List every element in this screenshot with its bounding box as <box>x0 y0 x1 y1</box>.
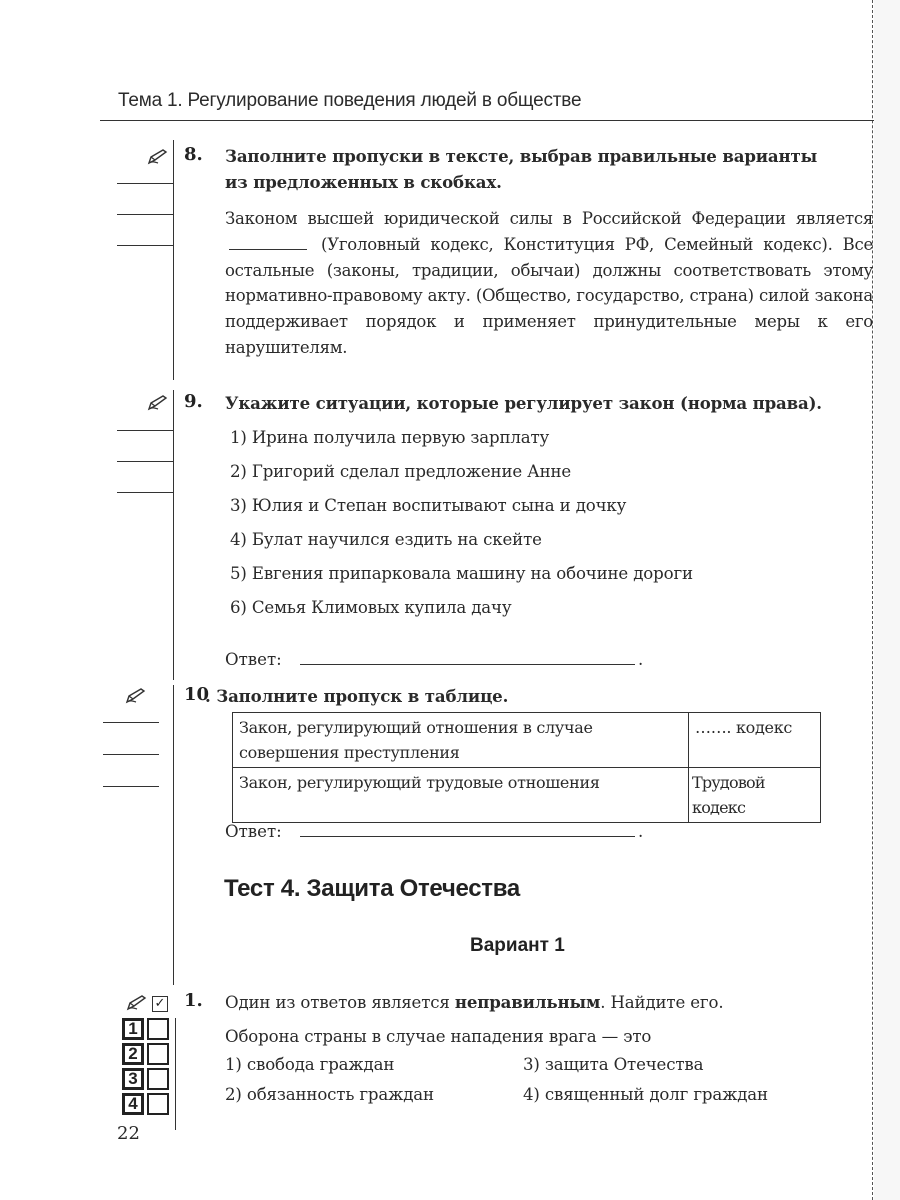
cut-line <box>872 0 873 1200</box>
answer-box-number: 4 <box>122 1093 144 1115</box>
option-item[interactable]: 2) обязанность граждан <box>225 1085 434 1104</box>
option-item[interactable]: 4) Булат научился ездить на скейте <box>230 530 542 549</box>
answer-margin-line <box>103 786 159 787</box>
margin-divider <box>175 1018 176 1130</box>
question-prompt: Укажите ситуации, которые регулирует закон (норма права). <box>225 393 822 413</box>
fill-in-text <box>225 206 873 361</box>
question-number: 10 <box>184 684 210 705</box>
answer-margin-line <box>117 214 173 215</box>
option-item[interactable]: 3) защита Отечества <box>523 1055 704 1074</box>
option-item[interactable]: 6) Семья Климовых купила дачу <box>230 598 512 617</box>
fill-table <box>232 712 821 823</box>
question-number: 1. <box>184 990 203 1011</box>
table-cell: Трудовой кодекс <box>689 768 821 823</box>
answer-checkbox[interactable] <box>147 1043 169 1065</box>
margin-divider <box>173 685 174 985</box>
option-item[interactable]: 1) свобода граждан <box>225 1055 395 1074</box>
test-title: Тест 4. Защита Отечества <box>224 875 520 902</box>
pen-writing-icon <box>146 394 168 412</box>
answer-box-number: 3 <box>122 1068 144 1090</box>
text-part: (Уголовный кодекс, Конституция РФ, Семейный кодекс). Все остальные (законы, традиции, обычаи) должны соответствовать этому нормативно-правовому акту. (Общество, государство, страна) силой закона поддерживает порядок и применяет принудительные меры к его нарушителям. <box>225 234 874 357</box>
question-prompt <box>225 990 723 1015</box>
margin-divider <box>173 390 174 680</box>
answer-margin-line <box>117 430 173 431</box>
answer-field[interactable] <box>300 664 635 665</box>
question-stem: Оборона страны в случае нападения врага — это <box>225 1027 652 1046</box>
answer-checkbox[interactable] <box>147 1018 169 1040</box>
option-item[interactable]: 1) Ирина получила первую зарплату <box>230 428 550 447</box>
variant-title: Вариант 1 <box>470 935 565 956</box>
answer-box-number: 2 <box>122 1043 144 1065</box>
prompt-emphasis: неправильным <box>454 992 601 1012</box>
answer-margin-line <box>117 492 173 493</box>
period: . <box>638 650 644 669</box>
pen-writing-icon <box>125 994 147 1012</box>
page-number: 22 <box>117 1123 140 1144</box>
answer-checkbox[interactable] <box>147 1093 169 1115</box>
text-part: Законом высшей юридической силы в Российской Федерации является <box>225 209 873 228</box>
answer-box-number: 1 <box>122 1018 144 1040</box>
question-prompt: из предложенных в скобках. <box>225 172 502 192</box>
margin-divider <box>173 140 174 380</box>
question-prompt: Заполните пропуски в тексте, выбрав правильные варианты <box>225 146 818 166</box>
table-cell: Закон, регулирующий отношения в случае совершения преступления <box>233 713 689 768</box>
fill-blank[interactable] <box>229 236 307 250</box>
page-edge <box>874 0 900 1200</box>
answer-margin-line <box>103 722 159 723</box>
question-prompt: . Заполните пропуск в таблице. <box>205 686 509 706</box>
prompt-text: Один из ответов является <box>225 993 455 1012</box>
answer-margin-line <box>117 245 173 246</box>
option-item[interactable]: 5) Евгения припарковала машину на обочине дороги <box>230 564 693 583</box>
answer-checkbox[interactable] <box>147 1068 169 1090</box>
pen-writing-icon <box>124 687 146 705</box>
section-header-title: Тема 1. Регулирование поведения людей в обществе <box>118 90 582 111</box>
question-number: 8. <box>184 144 203 165</box>
answer-margin-line <box>117 183 173 184</box>
header-rule <box>100 120 874 121</box>
prompt-text: . Найдите его. <box>600 993 724 1012</box>
table-row <box>233 768 821 823</box>
period: . <box>638 822 644 841</box>
question-number: 9. <box>184 391 203 412</box>
table-cell: Закон, регулирующий трудовые отношения <box>233 768 689 823</box>
table-cell-blank[interactable]: ……. кодекс <box>689 713 821 768</box>
table-row <box>233 713 821 768</box>
option-item[interactable]: 2) Григорий сделал предложение Анне <box>230 462 572 481</box>
answer-margin-line <box>117 461 173 462</box>
answer-margin-line <box>103 754 159 755</box>
answer-label: Ответ: <box>225 650 282 669</box>
checkbox-checked-icon: ✓ <box>152 996 168 1012</box>
option-item[interactable]: 3) Юлия и Степан воспитывают сына и дочку <box>230 496 627 515</box>
answer-field[interactable] <box>300 836 635 837</box>
option-item[interactable]: 4) священный долг граждан <box>523 1085 768 1104</box>
pen-writing-icon <box>146 148 168 166</box>
answer-label: Ответ: <box>225 822 282 841</box>
